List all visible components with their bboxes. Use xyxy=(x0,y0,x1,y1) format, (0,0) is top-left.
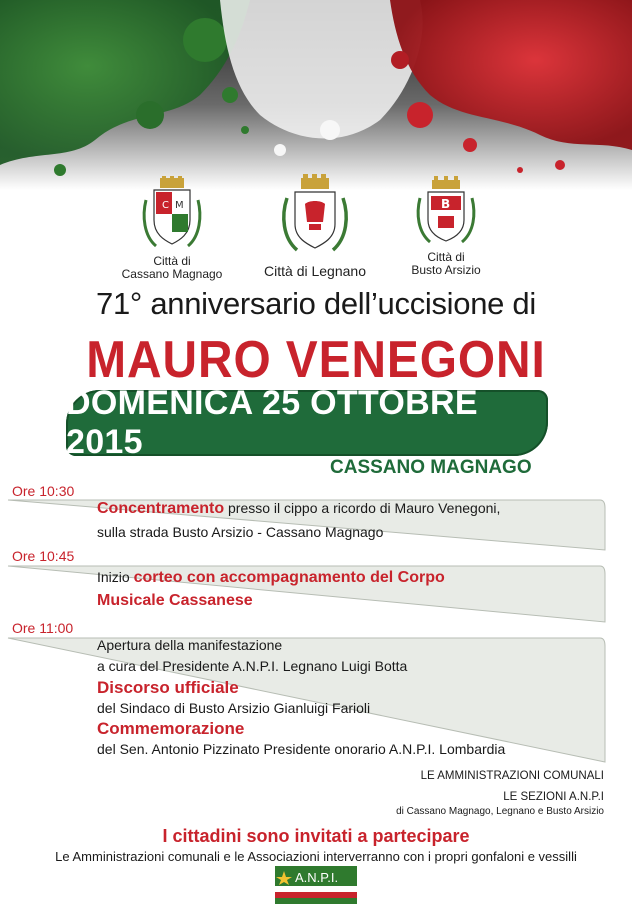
corteo-label: corteo con accompagnamento del Corpo xyxy=(133,569,445,586)
invite-text: I cittadini sono invitati a partecipare xyxy=(162,826,470,846)
schedule-heading xyxy=(97,719,244,739)
schedule-line xyxy=(97,569,445,587)
notice-text: Le Amministrazioni comunali e le Associazioni interverranno con i propri gonfaloni e vessilli xyxy=(55,849,577,864)
crest-legnano xyxy=(250,174,380,278)
event-place: CASSANO MAGNAGO xyxy=(330,457,532,478)
date-banner: DOMENICA 25 OTTOBRE 2015 xyxy=(66,390,548,456)
schedule-line: sulla strada Busto Arsizio - Cassano Magnago xyxy=(97,524,384,540)
crest-caption-line2: Busto Arsizio xyxy=(411,263,481,277)
corteo-label-2: Musicale Cassanese xyxy=(97,592,253,609)
headline: 71° anniversario dell’uccisione di xyxy=(96,286,536,321)
corteo-prefix: Inizio xyxy=(97,569,134,585)
crest-caption-line1: Città di xyxy=(153,254,191,268)
crest-busto-arsizio xyxy=(396,176,496,277)
schedule-line: del Sen. Antonio Pizzinato Presidente onorario A.N.P.I. Lombardia xyxy=(97,741,506,757)
svg-text:B: B xyxy=(441,197,451,211)
concentramento-label: Concentramento xyxy=(97,500,225,517)
crest-legnano-icon xyxy=(279,174,351,254)
time-1045: Ore 10:45 xyxy=(12,548,75,564)
schedule-line xyxy=(97,500,500,518)
organizers-line3: di Cassano Magnago, Legnano e Busto Arsizio xyxy=(396,806,604,817)
crest-caption-line2: Città di Legnano xyxy=(264,263,366,279)
organizers-line2: LE SEZIONI A.N.P.I xyxy=(503,791,604,803)
time-1030: Ore 10:30 xyxy=(12,483,75,499)
schedule-line xyxy=(97,592,253,610)
schedule-line: del Sindaco di Busto Arsizio Gianluigi Farioli xyxy=(97,700,371,716)
time-1100: Ore 11:00 xyxy=(12,620,74,636)
concentramento-text: presso il cippo a ricordo di Mauro Venegoni, xyxy=(224,500,501,516)
schedule-divider xyxy=(0,552,632,624)
crest-caption-line2: Cassano Magnago xyxy=(121,267,223,281)
organizers-line1: LE AMMINISTRAZIONI COMUNALI xyxy=(420,770,604,782)
crest-cassano-magnago xyxy=(112,176,232,281)
honoree-name: MAURO VENEGONI xyxy=(86,331,546,389)
print-credit xyxy=(2,848,12,908)
svg-text:M: M xyxy=(175,200,184,211)
schedule-line: a cura del Presidente A.N.P.I. Legnano Luigi Botta xyxy=(97,658,408,674)
schedule-line: Apertura della manifestazione xyxy=(97,637,283,653)
anpi-logo-text: A.N.P.I. xyxy=(295,870,339,885)
flag-splash-graphic xyxy=(0,0,632,190)
commemorazione-label: Commemorazione xyxy=(97,719,245,738)
svg-text:C: C xyxy=(162,200,169,211)
crest-cassano-icon xyxy=(140,176,204,250)
schedule-divider xyxy=(0,486,632,552)
schedule-heading xyxy=(97,678,239,698)
crest-caption-line1: Città di xyxy=(427,250,465,264)
crest-busto-icon xyxy=(414,176,478,246)
anpi-logo-icon xyxy=(275,866,357,904)
discorso-label: Discorso ufficiale xyxy=(97,678,239,697)
